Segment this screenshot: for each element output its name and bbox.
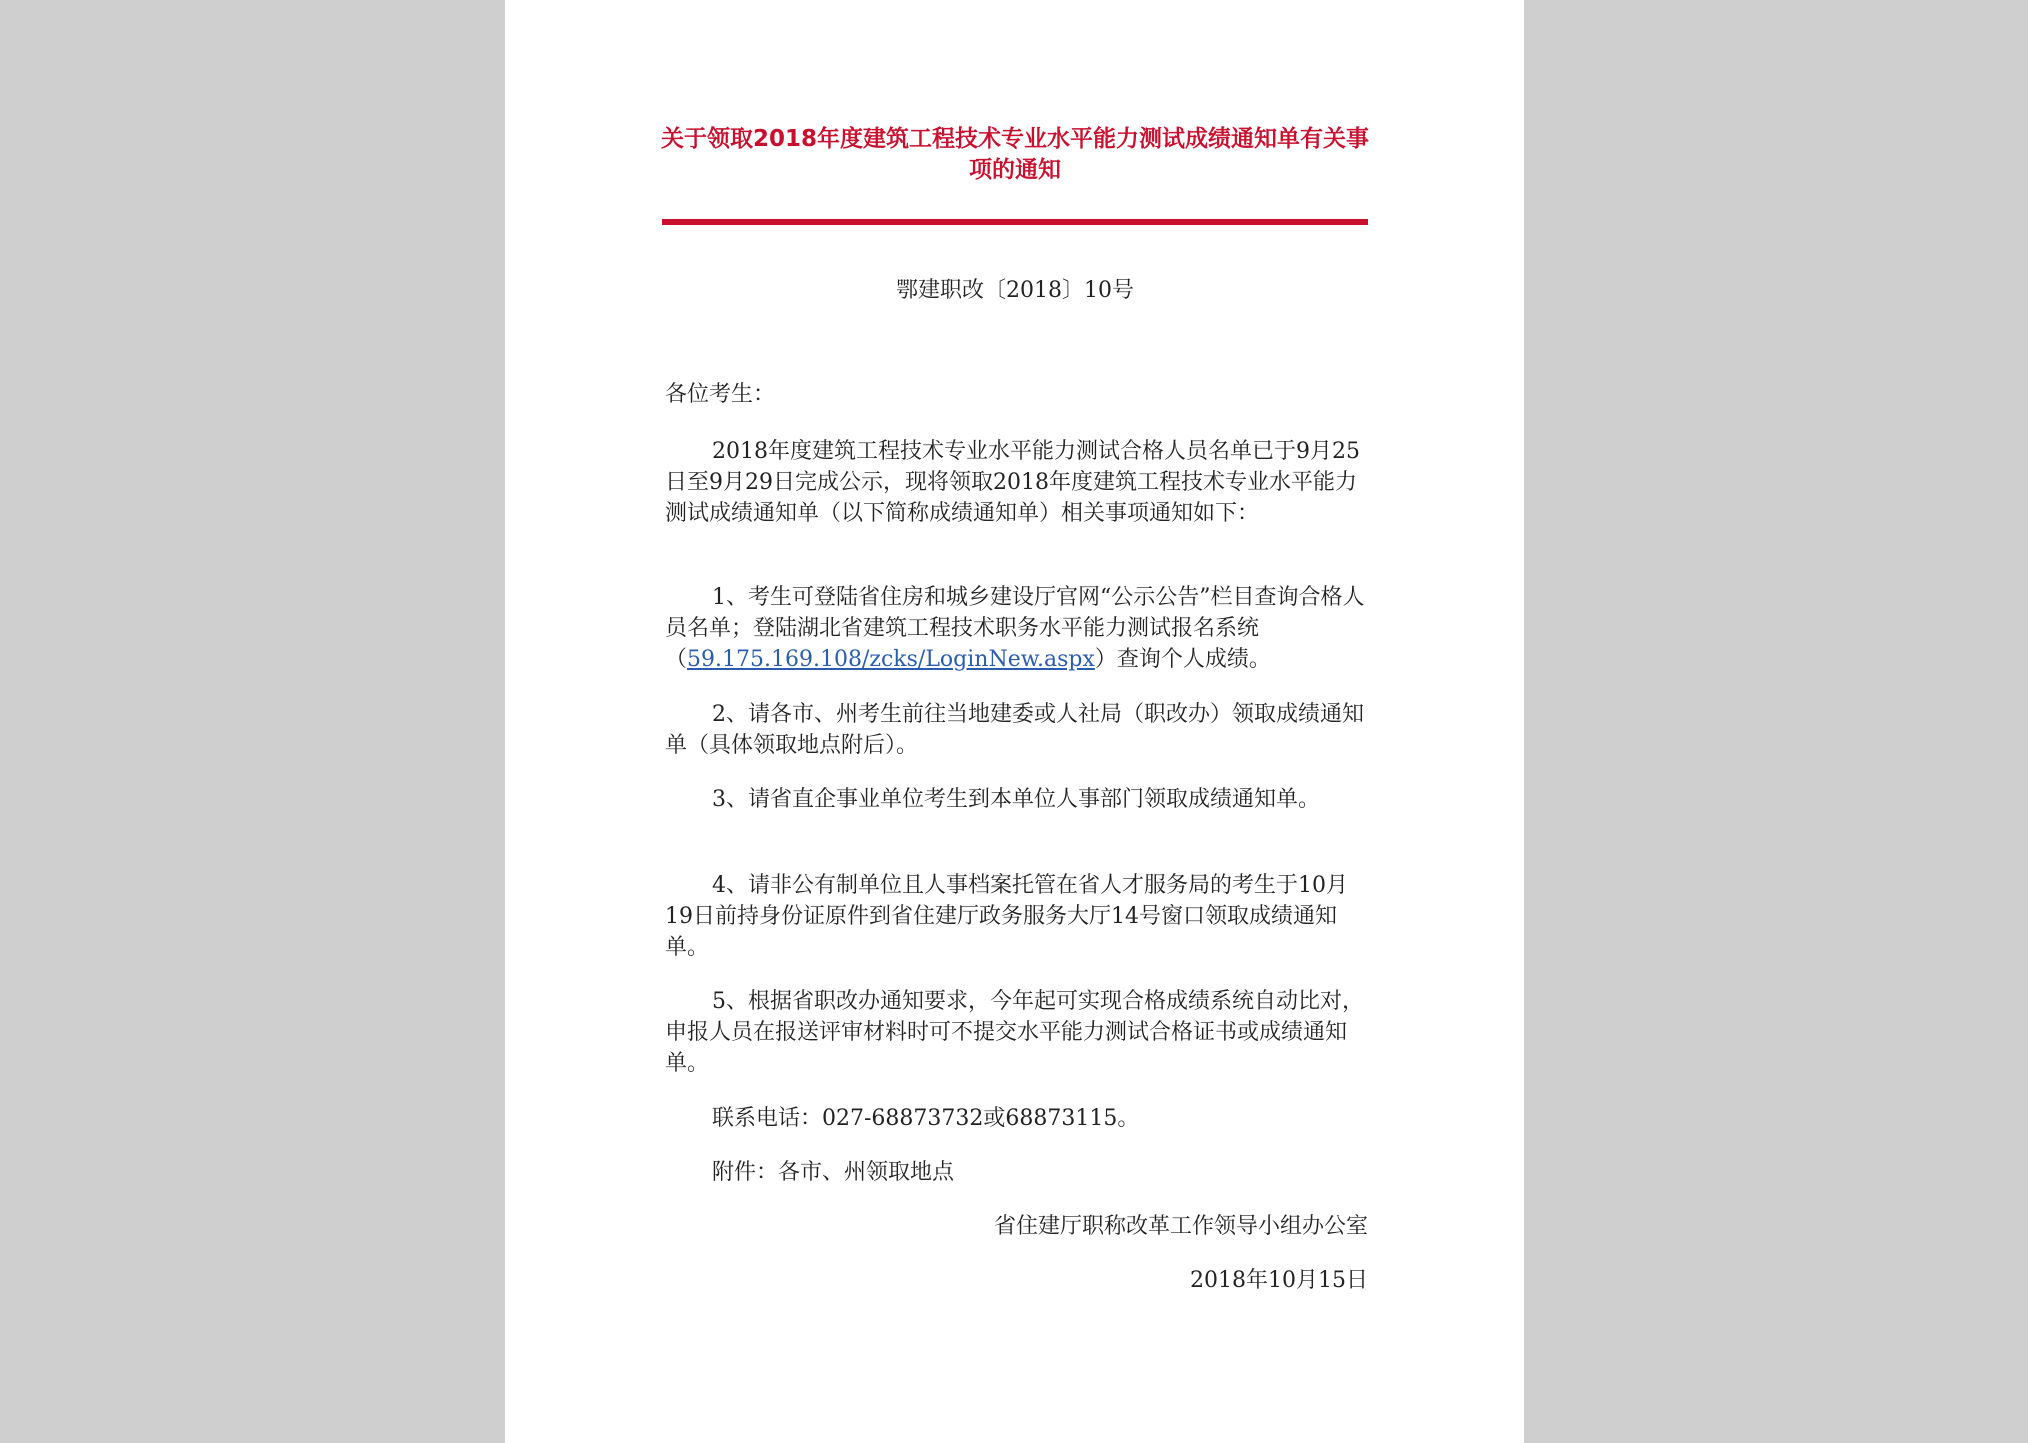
- login-system-link[interactable]: 59.175.169.108/zcks/LoginNew.aspx: [687, 647, 1095, 672]
- item-3-paragraph: 3、请省直企事业单位考生到本单位人事部门领取成绩通知单。: [712, 787, 1320, 812]
- document-page: [505, 0, 1524, 1443]
- red-header-rule: [662, 219, 1368, 225]
- intro-paragraph: 2018年度建筑工程技术专业水平能力测试合格人员名单已于9月25日至9月29日完成公示，现将领取2018年度建筑工程技术专业水平能力测试成绩通知单（以下简称成绩通知单）相关事项通知如下：: [665, 439, 1360, 526]
- issuer-signature: 省住建厅职称改革工作领导小组办公室: [993, 1214, 1368, 1239]
- item-1-text-before-link: 1、考生可登陆省住房和城乡建设厅官网“公示公告”栏目查询合格人员名单；登陆湖北省建筑工程技术职务水平能力测试报名系统（: [665, 585, 1365, 672]
- document-number: 鄂建职改〔2018〕10号: [896, 278, 1134, 303]
- item-5-paragraph: 5、根据省职改办通知要求，今年起可实现合格成绩系统自动比对，申报人员在报送评审材料时可不提交水平能力测试合格证书或成绩通知单。: [665, 989, 1364, 1076]
- item-1-text-after-link: ）查询个人成绩。: [1094, 647, 1271, 672]
- issue-date: 2018年10月15日: [1190, 1268, 1368, 1293]
- item-2-paragraph: 2、请各市、州考生前往当地建委或人社局（职改办）领取成绩通知单（具体领取地点附后）。: [665, 702, 1364, 758]
- attachment-note: 附件：各市、州领取地点: [712, 1160, 955, 1185]
- item-1-paragraph: [665, 582, 1368, 675]
- item-4-paragraph: 4、请非公有制单位且人事档案托管在省人才服务局的考生于10月19日前持身份证原件到省住建厅政务服务大厅14号窗口领取成绩通知单。: [665, 873, 1348, 960]
- contact-phone: 联系电话：027-68873732或68873115。: [712, 1106, 1140, 1131]
- salutation: 各位考生：: [665, 382, 776, 407]
- document-title: 关于领取2018年度建筑工程技术专业水平能力测试成绩通知单有关事项的通知: [660, 126, 1369, 183]
